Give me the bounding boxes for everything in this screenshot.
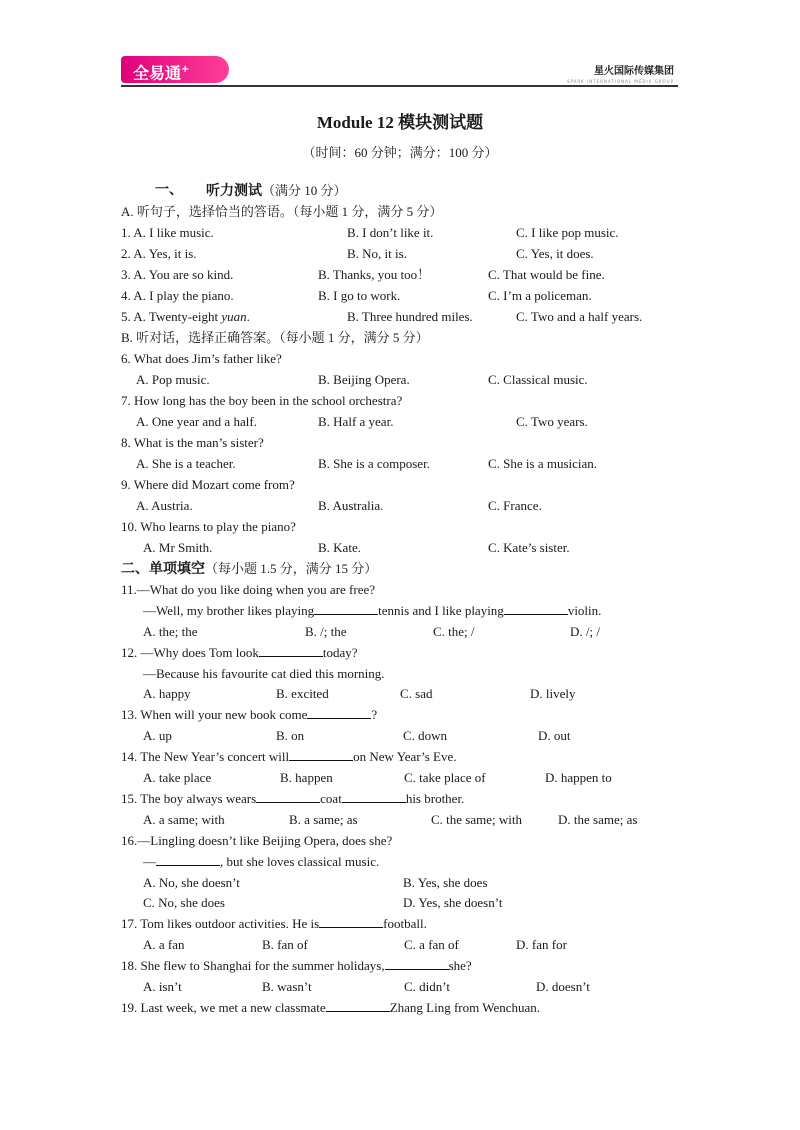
q19-line-1-part-b: Zhang Ling from Wenchuan. [389,1000,541,1015]
q5-option-a-end: . [246,309,250,324]
answer-blank [326,999,390,1012]
q8-option-c: C. She is a musician. [488,456,598,471]
q16-option-b: B. Yes, she does [403,875,488,890]
q17-option-c: C. a fan of [404,937,459,952]
section-1-heading [206,182,347,201]
q4-option-c: C. I’m a policeman. [488,288,592,303]
q14-line-1-part-a: 14. The New Year’s concert will [121,749,290,764]
q13-option-a: A. up [143,728,172,743]
q11-option-c: C. the; / [433,624,475,639]
q3-option-a: 3. A. You are so kind. [121,267,234,282]
q17-option-d: D. fan for [516,937,567,952]
q2-option-a: 2. A. Yes, it is. [121,246,197,261]
q5-option-c: C. Two and a half years. [516,309,643,324]
q7-option-a: A. One year and a half. [136,414,257,429]
q11-option-b: B. /; the [305,624,347,639]
q18-line-1-part-b: she? [448,958,472,973]
q11-line-1: 11.—What do you like doing when you are free? [121,582,376,597]
page-subtitle: （时间：60 分钟；满分：100 分） [302,145,498,160]
q16-line-2-part-b: , but she loves classical music. [220,854,380,869]
q6-stem: 6. What does Jim’s father like? [121,351,282,366]
q17-option-a: A. a fan [143,937,185,952]
q12-line-1-part-b: today? [322,645,358,660]
q18-option-a: A. isn’t [143,979,182,994]
q1-option-a: 1. A. I like music. [121,225,214,240]
header-rule [121,85,678,87]
part-a-instruction: A. 听句子，选择恰当的答语。（每小题 1 分，满分 5 分） [121,204,443,219]
section-1-name: 听力测试 [206,184,262,199]
q13-option-b: B. on [276,728,305,743]
q12-line-1 [121,644,358,662]
q8-option-a: A. She is a teacher. [136,456,236,471]
logo: 全易通+ [121,56,229,83]
q9-option-c: C. France. [488,498,542,513]
q10-option-c: C. Kate’s sister. [488,540,570,555]
q14-line-1 [121,748,457,766]
q3-option-c: C. That would be fine. [488,267,605,282]
section-1-number: 一、 [155,183,183,198]
page-title: Module 12 模块测试题 [316,113,484,132]
q16-option-d: D. Yes, she doesn’t [403,895,503,910]
q17-line-1 [121,915,427,933]
q4-option-a: 4. A. I play the piano. [121,288,234,303]
q15-line-1 [121,790,464,808]
q9-option-a: A. Austria. [136,498,193,513]
answer-blank [259,644,323,657]
q12-line-2: —Because his favourite cat died this morning. [143,666,385,681]
q5-option-b: B. Three hundred miles. [347,309,473,324]
section-2-number: 二、 [121,562,149,577]
q16-line-1: 16.—Lingling doesn’t like Beijing Opera, does she? [121,833,393,848]
q12-option-c: C. sad [400,686,433,701]
q18-option-d: D. doesn’t [536,979,590,994]
q17-line-1-part-a: 17. Tom likes outdoor activities. He is [121,916,320,931]
q18-line-1 [121,957,472,975]
q11-line-2 [143,602,601,620]
q3-option-b: B. Thanks, you too！ [318,267,431,282]
q15-line-1-part-a: 15. The boy always wears [121,791,257,806]
q15-option-c: C. the same; with [431,812,522,827]
q12-line-1-part-a: 12. —Why does Tom look [121,645,259,660]
q17-line-1-part-b: football. [383,916,427,931]
q6-option-b: B. Beijing Opera. [318,372,410,387]
q17-option-b: B. fan of [262,937,308,952]
q18-option-c: C. didn’t [404,979,450,994]
q18-line-1-part-a: 18. She flew to Shanghai for the summer holidays, [121,958,385,973]
q14-option-d: D. happen to [545,770,612,785]
q10-stem: 10. Who learns to play the piano? [121,519,296,534]
q16-option-c: C. No, she does [143,895,225,910]
q7-option-b: B. Half a year. [318,414,394,429]
q13-line-1-part-b: ? [371,707,378,722]
q14-option-c: C. take place of [404,770,486,785]
q19-line-1 [121,999,540,1017]
publisher [567,62,674,84]
q5-option-a-italic: yuan [221,309,247,324]
q15-line-1-part-b: coat [320,791,342,806]
section-2-name: 单项填空 [149,562,205,577]
answer-blank [319,915,383,928]
q13-option-c: C. down [403,728,448,743]
answer-blank [314,602,378,615]
answer-blank [156,853,220,866]
q11-line-2-part-a: —Well, my brother likes playing [143,603,315,618]
q7-option-c: C. Two years. [516,414,588,429]
q1-option-b: B. I don’t like it. [347,225,434,240]
q14-option-b: B. happen [280,770,333,785]
q6-option-c: C. Classical music. [488,372,588,387]
part-b-instruction: B. 听对话，选择正确答案。（每小题 1 分，满分 5 分） [121,330,429,345]
q13-line-1 [121,706,377,724]
answer-blank [504,602,568,615]
q8-option-b: B. She is a composer. [318,456,430,471]
q12-option-a: A. happy [143,686,191,701]
publisher-name: 星火国际传媒集团 [594,66,674,77]
q15-option-b: B. a same; as [289,812,358,827]
q15-line-1-part-c: his brother. [405,791,465,806]
q7-stem: 7. How long has the boy been in the school orchestra? [121,393,403,408]
logo-text: 全易通 [133,63,182,83]
q9-stem: 9. Where did Mozart come from? [121,477,295,492]
answer-blank [256,790,320,803]
q11-line-2-part-c: violin. [567,603,602,618]
q13-line-1-part-a: 13. When will your new book come [121,707,308,722]
q11-line-2-part-b: tennis and I like playing [378,603,504,618]
q14-line-1-part-b: on New Year’s Eve. [353,749,457,764]
q5-option-a-text: 5. A. Twenty-eight [121,309,222,324]
q4-option-b: B. I go to work. [318,288,401,303]
q11-option-d: D. /; / [570,624,600,639]
q19-line-1-part-a: 19. Last week, we met a new classmate [121,1000,326,1015]
section-2-heading [121,560,377,579]
answer-blank [289,748,353,761]
q16-line-2-part-a: — [143,854,156,869]
q8-stem: 8. What is the man’s sister? [121,435,264,450]
q11-option-a: A. the; the [143,624,198,639]
q13-option-d: D. out [538,728,571,743]
q6-option-a: A. Pop music. [136,372,210,387]
q16-line-2 [143,853,379,871]
q10-option-a: A. Mr Smith. [143,540,213,555]
q12-option-b: B. excited [276,686,329,701]
answer-blank [307,706,371,719]
publisher-subtitle: SPARK INTERNATIONAL MEDIA GROUP [566,79,674,84]
q18-option-b: B. wasn’t [262,979,312,994]
q2-option-c: C. Yes, it does. [516,246,594,261]
q1-option-c: C. I like pop music. [516,225,619,240]
answer-blank [385,957,449,970]
q16-option-a: A. No, she doesn’t [143,875,240,890]
q15-option-a: A. a same; with [143,812,225,827]
section-1-score: （满分 10 分） [262,183,347,198]
q15-option-d: D. the same; as [558,812,638,827]
q5-option-a [121,308,250,326]
q12-option-d: D. lively [530,686,576,701]
q2-option-b: B. No, it is. [347,246,407,261]
section-2-score: （每小题 1.5 分，满分 15 分） [205,561,378,576]
answer-blank [342,790,406,803]
q14-option-a: A. take place [143,770,212,785]
q9-option-b: B. Australia. [318,498,384,513]
q10-option-b: B. Kate. [318,540,361,555]
